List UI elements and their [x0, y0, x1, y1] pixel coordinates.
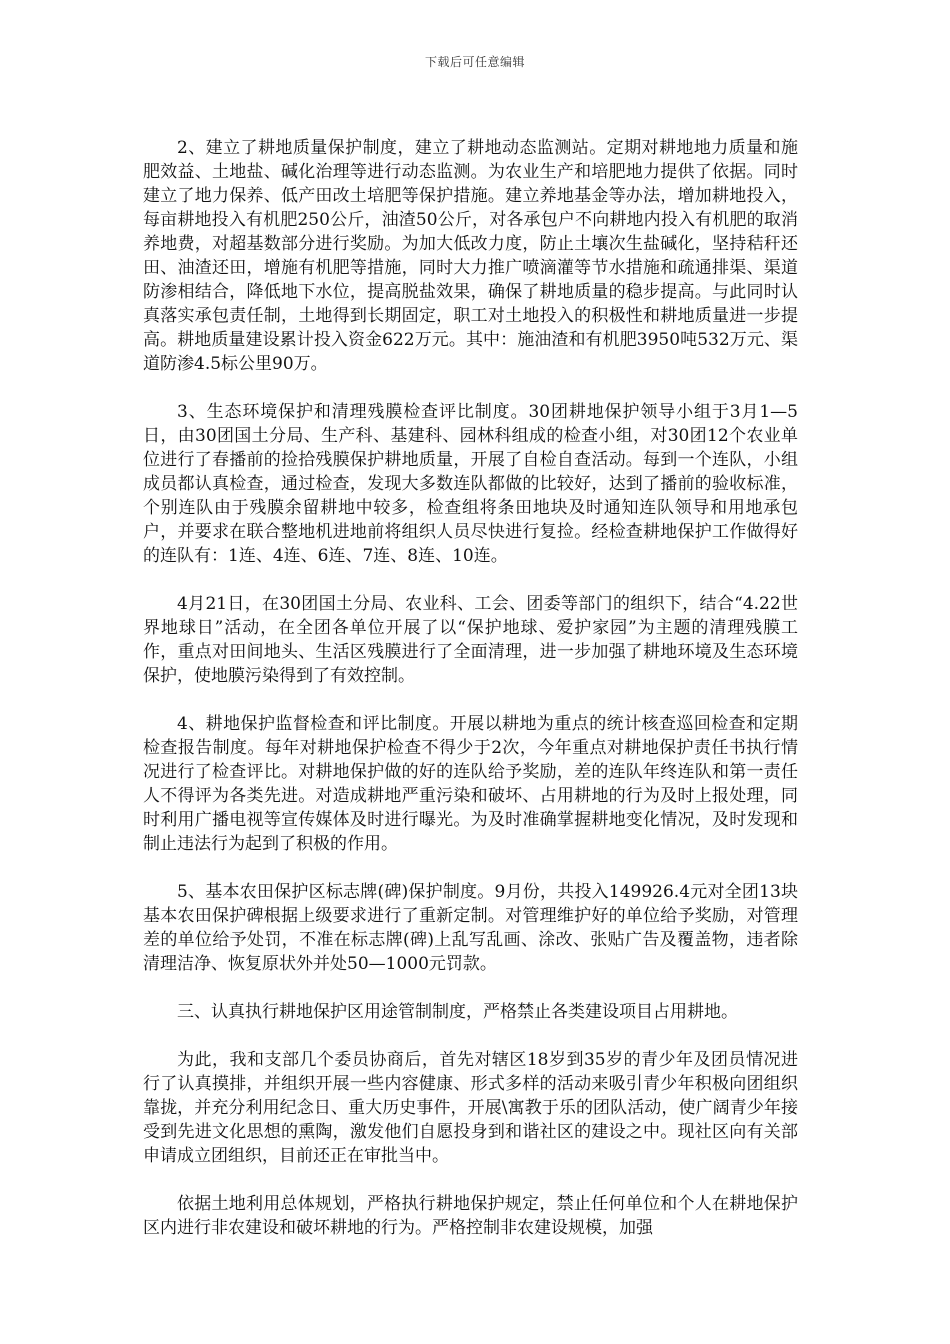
header-note: 下载后可任意编辑 — [424, 55, 525, 69]
document-body — [143, 136, 798, 1264]
paragraph-residual-film-inspection: 3、生态环境保护和清理残膜检查评比制度。30团耕地保护领导小组于3月1—5日，由30团国土分局、生产科、基建科、园林科组成的检查小组，对30团12个农业单位进行了春播前的捡拾残膜保护耕地质量，开展了自检自查活动。每到一个连队，小组成员都认真检查，通过检查，发现大多数连队都做的比较好，达到了播前的验收标准，个别连队由于残膜余留耕地中较多，检查组将条田地块及时通知连队领导和用地承包户，并要求在联合整地机进地前将组织人员尽快进行复捡。经检查耕地保护工作做得好的连队有：1连、4连、6连、7连、8连、10连。 — [143, 402, 798, 566]
paragraph-section-three-heading: 三、认真执行耕地保护区用途管制制度，严格禁止各类建设项目占用耕地。 — [177, 1002, 738, 1022]
paragraph-youth-organization: 为此，我和支部几个委员协商后，首先对辖区18岁到35岁的青少年及团员情况进行了认真摸排，并组织开展一些内容健康、形式多样的活动来吸引青少年积极向团组织靠拢，并充分利用纪念日、重大历史事件，开展\寓教于乐的团队活动，使广阔青少年接受到先进文化思想的熏陶，激发他们自愿投身到和谐社区的建设之中。现社区向有关部申请成立团组织，目前还正在审批当中。 — [143, 1050, 798, 1166]
paragraph-farmland-quality-protection: 2、建立了耕地质量保护制度，建立了耕地动态监测站。定期对耕地地力质量和施肥效益、土地盐、碱化治理等进行动态监测。为农业生产和培肥地力提供了依据。同时建立了地力保养、低产田改土培肥等保护措施。建立养地基金等办法，增加耕地投入，每亩耕地投入有机肥250公斤，油渣50公斤，对各承包户不向耕地内投入有机肥的取消养地费，对超基数部分进行奖励。为加大低改力度，防止土壤次生盐碱化，坚持秸秆还田、油渣还田，增施有机肥等措施，同时大力推广喷滴灌等节水措施和疏通排渠、渠道防渗相结合，降低地下水位，提高脱盐效果，确保了耕地质量的稳步提高。与此同时认真落实承包责任制，土地得到长期固定，职工对土地投入的积极性和耕地质量进一步提高。耕地质量建设累计投入资金622万元。其中：施油渣和有机肥3950吨532万元、渠道防渗4.5标公里90万。 — [143, 138, 798, 374]
paragraph-land-use-planning: 依据土地利用总体规划，严格执行耕地保护规定，禁止任何单位和个人在耕地保护区内进行非农建设和破坏耕地的行为。严格控制非农建设规模，加强 — [143, 1194, 798, 1238]
paragraph-sign-protection: 5、基本农田保护区标志牌(碑)保护制度。9月份，共投入149926.4元对全团13块基本农田保护碑根据上级要求进行了重新定制。对管理维护好的单位给予奖励，对管理差的单位给予处罚，不准在标志牌(碑)上乱写乱画、涂改、张贴广告及覆盖物，违者除清理洁净、恢复原状外并处50—1000元罚款。 — [143, 882, 798, 974]
paragraph-supervision-inspection: 4、耕地保护监督检查和评比制度。开展以耕地为重点的统计核查巡回检查和定期检查报告制度。每年对耕地保护检查不得少于2次，今年重点对耕地保护责任书执行情况进行了检查评比。对耕地保护做的好的连队给予奖励，差的连队年终连队和第一责任人不得评为各类先进。对造成耕地严重污染和破坏、占用耕地的行为及时上报处理，同时利用广播电视等宣传媒体及时进行曝光。为及时准确掌握耕地变化情况，及时发现和制止违法行为起到了积极的作用。 — [143, 714, 798, 854]
paragraph-earth-day-activity: 4月21日，在30团国土分局、农业科、工会、团委等部门的组织下，结合“4.22世界地球日”活动，在全团各单位开展了以“保护地球、爱护家园”为主题的清理残膜工作，重点对田间地头、生活区残膜进行了全面清理，进一步加强了耕地环境及生态环境保护，使地膜污染得到了有效控制。 — [143, 594, 798, 686]
